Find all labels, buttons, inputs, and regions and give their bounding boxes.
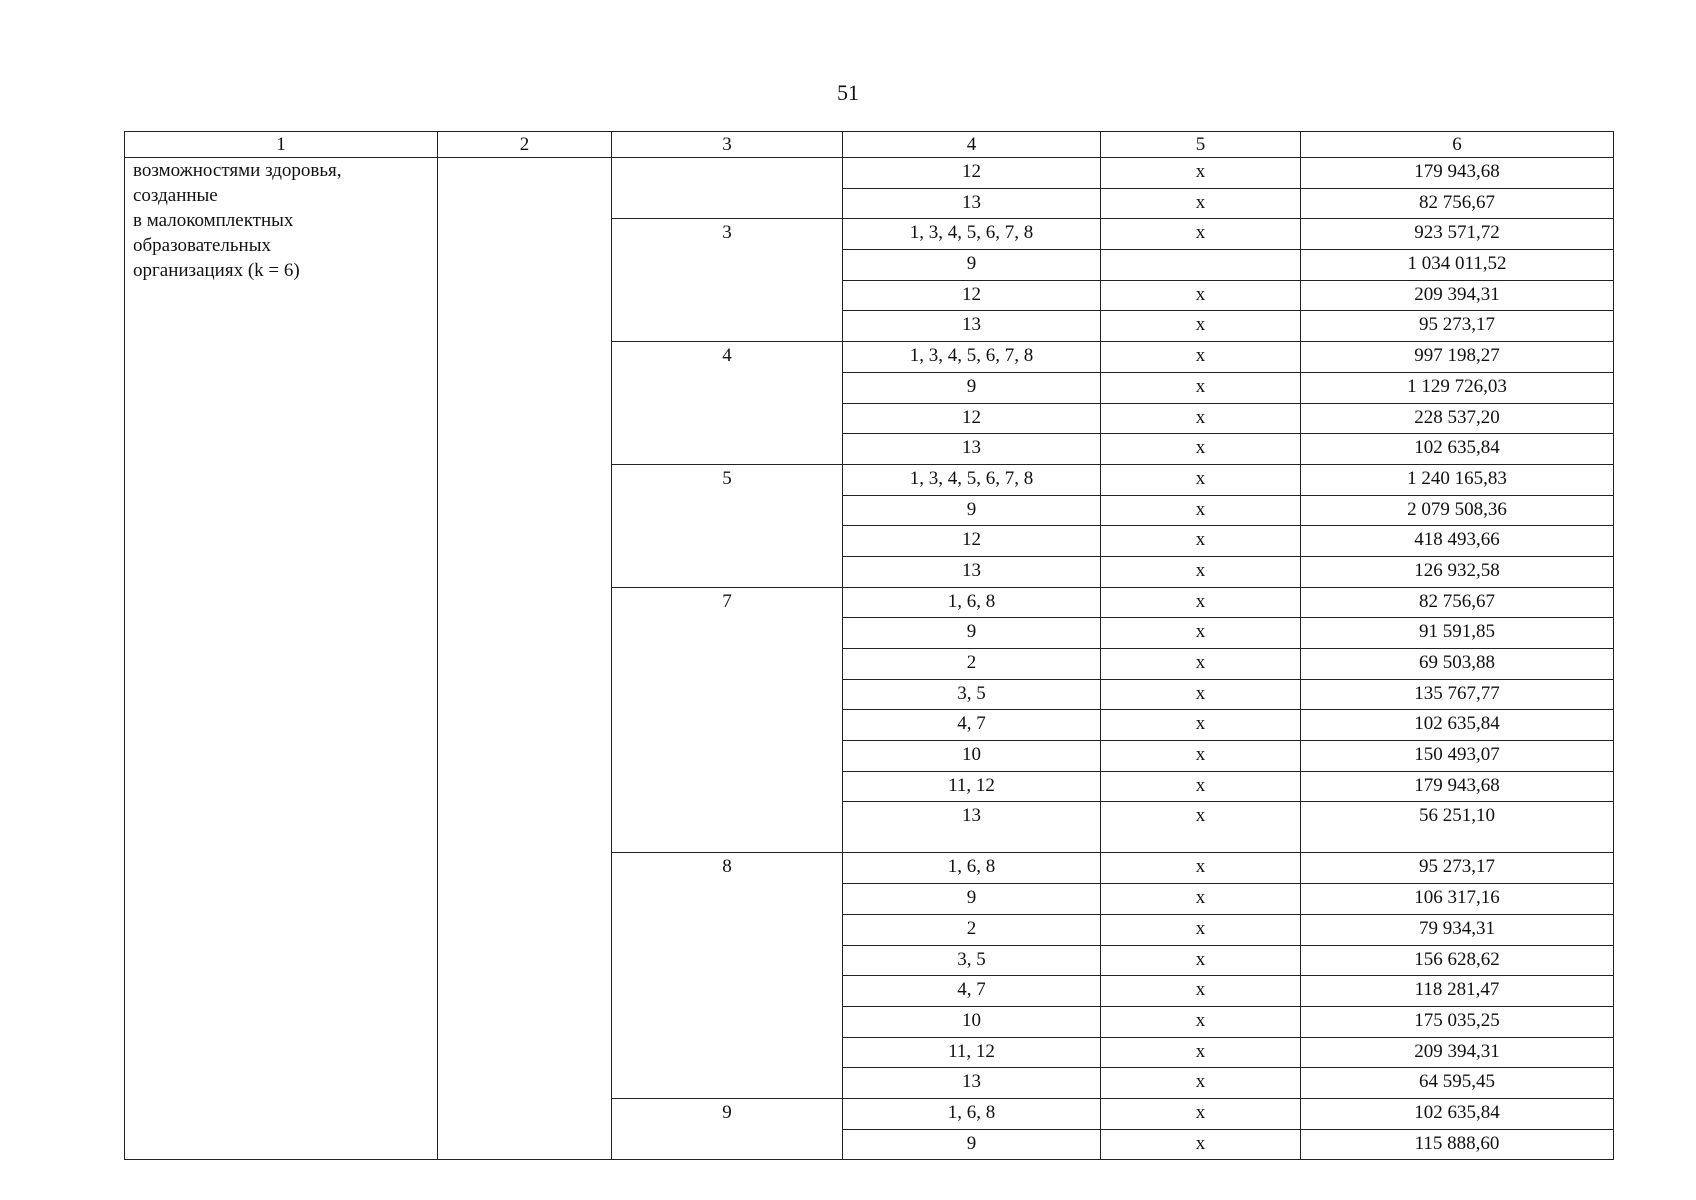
- cell-c4: 2: [843, 649, 1101, 680]
- cell-c4: 11, 12: [843, 1037, 1101, 1068]
- data-table: [124, 131, 1614, 1160]
- group-label-cell: 3: [612, 219, 843, 342]
- header-col-1: 1: [125, 132, 438, 158]
- cell-c5: x: [1101, 1098, 1301, 1129]
- cell-c5: x: [1101, 1068, 1301, 1099]
- cell-c4: 4, 7: [843, 976, 1101, 1007]
- cell-c5: x: [1101, 556, 1301, 587]
- header-col-3: 3: [612, 132, 843, 158]
- cell-c4: 9: [843, 884, 1101, 915]
- cell-c6: 228 537,20: [1301, 403, 1614, 434]
- cell-c5: x: [1101, 526, 1301, 557]
- cell-c4: 13: [843, 1068, 1101, 1099]
- cell-c6: 179 943,68: [1301, 771, 1614, 802]
- cell-c5: x: [1101, 1129, 1301, 1160]
- cell-c5: x: [1101, 188, 1301, 219]
- cell-c4: 9: [843, 618, 1101, 649]
- page-number: 51: [837, 80, 859, 105]
- description-line: образовательных: [133, 235, 271, 256]
- cell-c4: 2: [843, 914, 1101, 945]
- cell-c5: x: [1101, 158, 1301, 189]
- cell-c5: x: [1101, 342, 1301, 373]
- cell-c4: 9: [843, 1129, 1101, 1160]
- header-col-6: 6: [1301, 132, 1614, 158]
- cell-c6: 209 394,31: [1301, 1037, 1614, 1068]
- cell-c4: 12: [843, 280, 1101, 311]
- cell-c6: 79 934,31: [1301, 914, 1614, 945]
- cell-c5: x: [1101, 434, 1301, 465]
- group-label-cell: 9: [612, 1098, 843, 1159]
- cell-c4: 11, 12: [843, 771, 1101, 802]
- cell-c5: x: [1101, 649, 1301, 680]
- cell-c5: x: [1101, 372, 1301, 403]
- cell-c5: x: [1101, 741, 1301, 772]
- cell-c5: x: [1101, 976, 1301, 1007]
- cell-c5: x: [1101, 587, 1301, 618]
- cell-c5: x: [1101, 1037, 1301, 1068]
- cell-c6: 2 079 508,36: [1301, 495, 1614, 526]
- cell-c4: 3, 5: [843, 679, 1101, 710]
- cell-c5: x: [1101, 403, 1301, 434]
- cell-c5: x: [1101, 771, 1301, 802]
- cell-c6: 1 129 726,03: [1301, 372, 1614, 403]
- cell-c5: x: [1101, 1006, 1301, 1037]
- cell-c4: 10: [843, 1006, 1101, 1037]
- cell-c5: x: [1101, 311, 1301, 342]
- cell-c5: x: [1101, 280, 1301, 311]
- cell-c4: 1, 6, 8: [843, 587, 1101, 618]
- cell-c4: 9: [843, 250, 1101, 281]
- cell-c6: 56 251,10: [1301, 802, 1614, 853]
- cell-c6: 150 493,07: [1301, 741, 1614, 772]
- group-label-cell: 8: [612, 853, 843, 1099]
- cell-c6: 1 240 165,83: [1301, 464, 1614, 495]
- cell-c6: 175 035,25: [1301, 1006, 1614, 1037]
- description-line: в малокомплектных: [133, 210, 294, 231]
- cell-c4: 1, 3, 4, 5, 6, 7, 8: [843, 342, 1101, 373]
- cell-c6: 82 756,67: [1301, 188, 1614, 219]
- cell-c4: 13: [843, 802, 1101, 853]
- cell-c6: 102 635,84: [1301, 1098, 1614, 1129]
- cell-c6: 179 943,68: [1301, 158, 1614, 189]
- cell-c6: 209 394,31: [1301, 280, 1614, 311]
- cell-c4: 12: [843, 526, 1101, 557]
- cell-c6: 135 767,77: [1301, 679, 1614, 710]
- cell-c5: x: [1101, 853, 1301, 884]
- cell-c4: 3, 5: [843, 945, 1101, 976]
- cell-c4: 1, 6, 8: [843, 853, 1101, 884]
- cell-c6: 923 571,72: [1301, 219, 1614, 250]
- cell-c5: x: [1101, 802, 1301, 853]
- cell-c6: 418 493,66: [1301, 526, 1614, 557]
- cell-c5: x: [1101, 914, 1301, 945]
- cell-c5: x: [1101, 710, 1301, 741]
- table-row: [125, 158, 1614, 189]
- cell-c6: 69 503,88: [1301, 649, 1614, 680]
- description-line: возможностями здоровья,: [133, 160, 342, 181]
- cell-c5: x: [1101, 884, 1301, 915]
- cell-c4: 1, 6, 8: [843, 1098, 1101, 1129]
- cell-c4: 1, 3, 4, 5, 6, 7, 8: [843, 464, 1101, 495]
- cell-c6: 82 756,67: [1301, 587, 1614, 618]
- group-label-cell: 7: [612, 587, 843, 853]
- group-label-cell: 4: [612, 342, 843, 465]
- cell-c6: 126 932,58: [1301, 556, 1614, 587]
- header-col-2: 2: [438, 132, 612, 158]
- cell-c4: 4, 7: [843, 710, 1101, 741]
- cell-c4: 13: [843, 311, 1101, 342]
- cell-c6: 95 273,17: [1301, 853, 1614, 884]
- description-line: созданные: [133, 185, 218, 206]
- cell-c4: 12: [843, 403, 1101, 434]
- cell-c5: x: [1101, 945, 1301, 976]
- cell-c4: 9: [843, 372, 1101, 403]
- cell-c4: 12: [843, 158, 1101, 189]
- cell-c4: 13: [843, 556, 1101, 587]
- cell-c5: x: [1101, 618, 1301, 649]
- group-label-cell: [612, 158, 843, 219]
- cell-c6: 91 591,85: [1301, 618, 1614, 649]
- cell-c5: x: [1101, 495, 1301, 526]
- header-row: [125, 132, 1614, 158]
- cell-c6: 106 317,16: [1301, 884, 1614, 915]
- category-description: [125, 158, 438, 1160]
- cell-c6: 115 888,60: [1301, 1129, 1614, 1160]
- cell-c4: 10: [843, 741, 1101, 772]
- cell-c6: 156 628,62: [1301, 945, 1614, 976]
- cell-c6: 1 034 011,52: [1301, 250, 1614, 281]
- header-col-5: 5: [1101, 132, 1301, 158]
- header-col-4: 4: [843, 132, 1101, 158]
- column-2-cell: [438, 158, 612, 1160]
- cell-c6: 64 595,45: [1301, 1068, 1614, 1099]
- table-body: [125, 158, 1614, 1160]
- cell-c4: 9: [843, 495, 1101, 526]
- cell-c4: 1, 3, 4, 5, 6, 7, 8: [843, 219, 1101, 250]
- cell-c5: x: [1101, 464, 1301, 495]
- cell-c6: 102 635,84: [1301, 434, 1614, 465]
- cell-c6: 102 635,84: [1301, 710, 1614, 741]
- description-line: организациях (k = 6): [133, 260, 300, 281]
- cell-c6: 997 198,27: [1301, 342, 1614, 373]
- cell-c6: 95 273,17: [1301, 311, 1614, 342]
- cell-c5: x: [1101, 219, 1301, 250]
- cell-c5: x: [1101, 679, 1301, 710]
- cell-c6: 118 281,47: [1301, 976, 1614, 1007]
- cell-c5: [1101, 250, 1301, 281]
- cell-c4: 13: [843, 188, 1101, 219]
- cell-c4: 13: [843, 434, 1101, 465]
- group-label-cell: 5: [612, 464, 843, 587]
